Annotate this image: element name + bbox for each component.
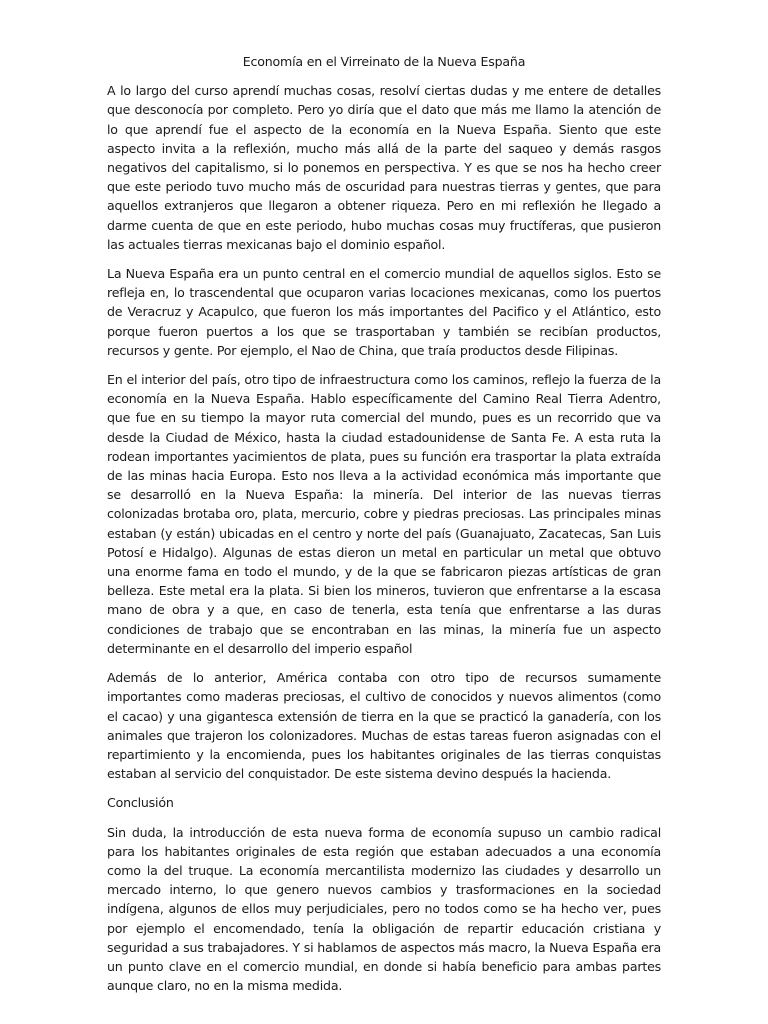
paragraph-intro: A lo largo del curso aprendí muchas cosas, resolví ciertas dudas y me entere de detalles que desconocía por completo. Pero yo diría que el dato que más me llamo la atención de lo que aprendí fue el aspecto de la economía en la Nueva España. Siento que este aspecto invita a la reflexión, mucho más allá de la parte del saqueo y demás rasgos negativos del capitalismo, si lo ponemos en perspectiva. Y es que se nos ha hecho creer que este periodo tuvo mucho más de oscuridad para nuestras tierras y gentes, que para aquellos extranjeros que llegaron a obtener riqueza. Pero en mi reflexión he llegado a darme cuenta de que en este periodo, hubo muchas cosas muy fructíferas, que pusieron las actuales tierras mexicanas bajo el dominio español.: [107, 83, 661, 252]
document-title: Economía en el Virreinato de la Nueva España: [242, 54, 526, 69]
conclusion-heading: Conclusión: [107, 795, 174, 811]
paragraph-mining: En el interior del país, otro tipo de infraestructura como los caminos, reflejo la fuerza de la economía en la Nueva España. Hablo específicamente del Camino Real Tierra Adentro, que fue en su tiempo la mayor ruta comercial del mundo, pues es un recorrido que va desde la Ciudad de México, hasta la ciudad estadounidense de Santa Fe. A esta ruta la rodean importantes yacimientos de plata, pues su función era trasportar la plata extraída de las minas hacia Europa. Esto nos lleva a la actividad económica más importante que se desarrolló en la Nueva España: la minería. Del interior de las nuevas tierras colonizadas brotaba oro, plata, mercurio, cobre y piedras preciosas. Las principales minas estaban (y están) ubicadas en el centro y norte del país (Guanajuato, Zacatecas, San Luis Potosí e Hidalgo). Algunas de estas dieron un metal en particular un metal que obtuvo una enorme fama en todo el mundo, y de la que se fabricaron piezas artísticas de gran belleza. Este metal era la plata. Si bien los mineros, tuvieron que enfrentarse a la escasa mano de obra y a que, en caso de tenerla, esta tenía que enfrentarse a las duras condiciones de trabajo que se encontraban en las minas, la minería fue un aspecto determinante en el desarrollo del imperio español: [107, 372, 661, 656]
paragraph-commerce: La Nueva España era un punto central en el comercio mundial de aquellos siglos. Esto se refleja en, lo trascendental que ocuparon varias locaciones mexicanas, como los puertos de Veracruz y Acapulco, que fueron los más importantes del Pacifico y el Atlántico, esto porque fueron puertos a los que se trasportaban y también se recibían productos, recursos y gente. Por ejemplo, el Nao de China, que traía productos desde Filipinas.: [107, 266, 661, 358]
paragraph-resources: Además de lo anterior, América contaba con otro tipo de recursos sumamente importantes como maderas preciosas, el cultivo de conocidos y nuevos alimentos (como el cacao) y una gigantesca extensión de tierra en la que se practicó la ganadería, con los animales que trajeron los colonizadores. Muchas de estas tareas fueron asignadas con el repartimiento y la encomienda, pues los habitantes originales de las tierras conquistas estaban al servicio del conquistador. De este sistema devino después la hacienda.: [107, 670, 661, 782]
paragraph-conclusion: Sin duda, la introducción de esta nueva forma de economía supuso un cambio radical para los habitantes originales de esta región que estaban adecuados a una economía como la del truque. La economía mercantilista modernizo las ciudades y desarrollo un mercado interno, lo que genero nuevos cambios y trasformaciones en la sociedad indígena, algunos de ellos muy perjudiciales, pero no todos como se ha hecho ver, pues por ejemplo el encomendado, tenía la obligación de repartir educación cristiana y seguridad a sus trabajadores. Y si hablamos de aspectos más macro, la Nueva España era un punto clave en el comercio mundial, en donde si había beneficio para ambas partes aunque claro, no en la misma medida.: [107, 824, 661, 994]
